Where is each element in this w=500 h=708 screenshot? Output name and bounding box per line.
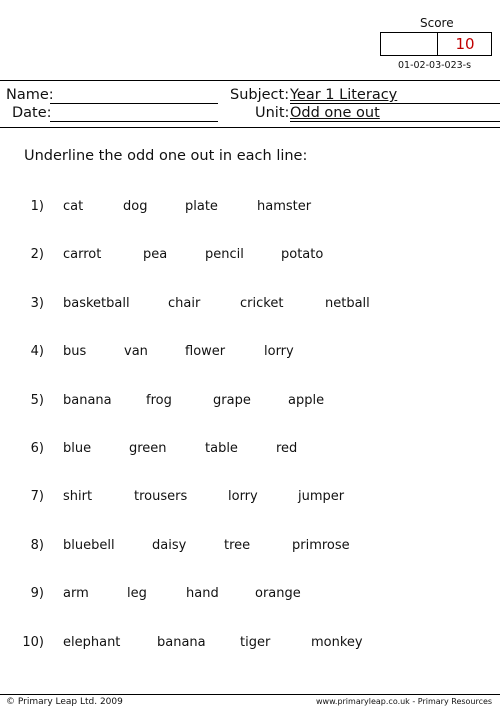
question-word[interactable]: hamster [257, 199, 312, 214]
question-word[interactable]: elephant [63, 635, 121, 650]
header-divider [0, 127, 500, 128]
subject-label: Subject: [230, 87, 290, 103]
question-word[interactable]: trousers [134, 489, 188, 504]
question-word[interactable]: arm [63, 586, 89, 601]
question-word[interactable]: red [276, 441, 298, 456]
question-number: 5) [30, 393, 44, 408]
question-word[interactable]: monkey [311, 635, 363, 650]
question-word[interactable]: banana [63, 393, 112, 408]
question-word[interactable]: carrot [63, 247, 102, 262]
question-word[interactable]: plate [185, 199, 218, 214]
date-field[interactable] [50, 105, 218, 122]
question-word[interactable]: grape [213, 393, 251, 408]
question-word[interactable]: lorry [228, 489, 258, 504]
question-word[interactable]: hand [186, 586, 219, 601]
question-word[interactable]: netball [325, 296, 370, 311]
question-number: 9) [30, 586, 44, 601]
question-word[interactable]: potato [281, 247, 324, 262]
question-word[interactable]: basketball [63, 296, 130, 311]
question-word[interactable]: table [205, 441, 238, 456]
question-word[interactable]: jumper [298, 489, 345, 504]
question-word[interactable]: van [124, 344, 148, 359]
question-word[interactable]: orange [255, 586, 301, 601]
question-word[interactable]: cricket [240, 296, 284, 311]
website-text: www.primaryleap.co.uk - Primary Resources [316, 697, 493, 706]
name-label: Name: [6, 87, 54, 103]
top-divider [0, 80, 500, 81]
name-field[interactable] [50, 87, 218, 104]
footer-divider [0, 694, 500, 695]
score-box [380, 32, 492, 56]
question-word[interactable]: bluebell [63, 538, 115, 553]
question-word[interactable]: blue [63, 441, 92, 456]
question-number: 4) [30, 344, 44, 359]
question-word[interactable]: pea [143, 247, 168, 262]
question-word[interactable]: primrose [292, 538, 350, 553]
subject-value: Year 1 Literacy [290, 87, 398, 103]
question-number: 8) [30, 538, 44, 553]
score-label: Score [420, 16, 454, 30]
unit-label: Unit: [255, 105, 290, 121]
question-word[interactable]: tiger [240, 635, 271, 650]
question-word[interactable]: frog [146, 393, 172, 408]
question-number: 7) [30, 489, 44, 504]
question-number: 1) [30, 199, 44, 214]
question-word[interactable]: dog [123, 199, 148, 214]
question-number: 10) [22, 635, 44, 650]
question-word[interactable]: flower [185, 344, 226, 359]
question-number: 3) [30, 296, 44, 311]
question-word[interactable]: daisy [152, 538, 187, 553]
question-word[interactable]: pencil [205, 247, 244, 262]
question-word[interactable]: tree [224, 538, 251, 553]
question-word[interactable]: bus [63, 344, 87, 359]
score-value: 10 [455, 35, 475, 53]
sheet-code: 01-02-03-023-s [398, 60, 472, 71]
question-word[interactable]: apple [288, 393, 325, 408]
question-word[interactable]: leg [127, 586, 147, 601]
unit-value: Odd one out [290, 105, 380, 121]
instruction-text: Underline the odd one out in each line: [24, 148, 308, 164]
question-word[interactable]: green [129, 441, 167, 456]
question-word[interactable]: lorry [264, 344, 294, 359]
question-word[interactable]: banana [157, 635, 206, 650]
copyright-text: © Primary Leap Ltd. 2009 [6, 697, 123, 707]
date-label: Date: [12, 105, 52, 121]
question-word[interactable]: chair [168, 296, 201, 311]
question-number: 6) [30, 441, 44, 456]
question-word[interactable]: cat [63, 199, 84, 214]
question-number: 2) [30, 247, 44, 262]
question-word[interactable]: shirt [63, 489, 93, 504]
